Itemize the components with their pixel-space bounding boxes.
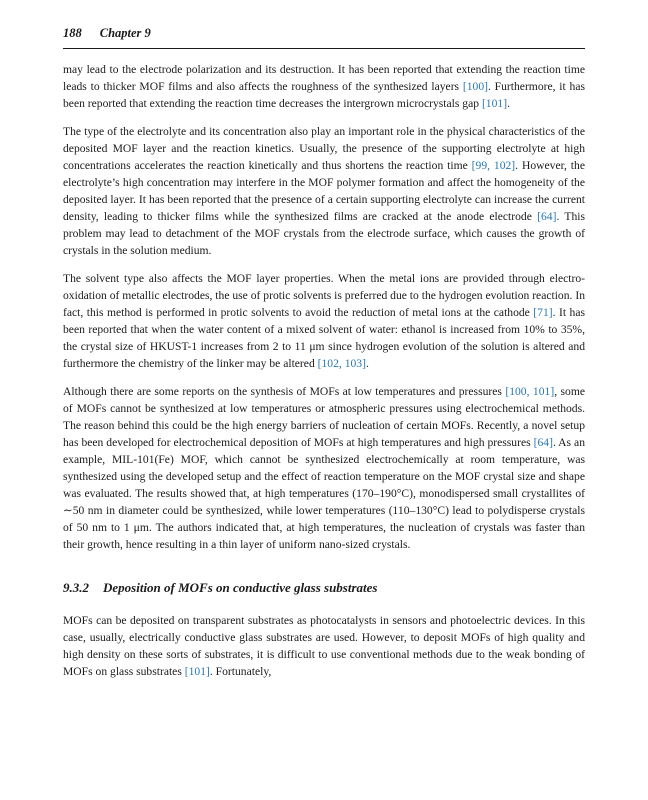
text-run: The type of the electrolyte and its concentration also play an important role in the physical characteristics of the deposited MOF layer and the reaction kinetics. Usually, the presence of the supporting electrolyte at high concentrations accelerates the reaction kinetically and thus shortens the reaction time [63, 125, 585, 172]
text-run: may lead to the electrode polarization and its destruction. It has been reported that extending the reaction time leads to thicker MOF films and also affects the roughness of the synthesized layers [63, 63, 585, 93]
text-run: . [507, 97, 510, 110]
citation-link[interactable]: [64] [537, 210, 557, 223]
citation-link[interactable]: [64] [533, 436, 553, 449]
text-run: Although there are some reports on the synthesis of MOFs at low temperatures and pressures [63, 385, 506, 398]
citation-link[interactable]: [102, 103] [317, 357, 366, 370]
citation-link[interactable]: [101] [481, 97, 508, 110]
section-number: 9.3.2 [63, 580, 89, 595]
chapter-title: Chapter 9 [99, 26, 151, 40]
paragraph [63, 270, 585, 372]
text-run: . Furthermore, it has been reported that extending the reaction time decreases the intergrown microcrystals gap [63, 80, 585, 110]
paragraph [63, 383, 585, 553]
text-run: . However, the electrolyte’s high concentration may interfere in the MOF polymer formation and affect the homogeneity of the deposited layer. It has been reported that the presence of a certain supporting electrolyte can increase the current density, leading to thicker films while the synthesized films are cracked at the anode electrode [63, 159, 585, 223]
page-content [63, 49, 585, 680]
text-run: MOFs can be deposited on transparent substrates as photocatalysts in sensors and photoelectric devices. In this case, usually, electrically conductive glass substrates are used. However, to deposit MOFs of high quality and high density on these sorts of substrates, it is difficult to use conventional methods due to the weak bonding of MOFs on glass substrates [63, 614, 585, 678]
running-head [63, 26, 585, 49]
paragraph [63, 123, 585, 259]
text-run: , some of MOFs cannot be synthesized at low temperatures or atmospheric pressures using electrochemical methods. The reason behind this could be the high energy barriers of nucleation of certain MOFs. Recently, a novel setup has been developed for electrochemical deposition of MOFs at high temperatures and high pressures [63, 385, 585, 449]
text-run: . [365, 357, 369, 370]
text-run: . This problem may lead to detachment of the MOF crystals from the electrode surface, which causes the growth of crystals in the solution medium. [63, 210, 585, 257]
section-title: Deposition of MOFs on conductive glass substrates [103, 580, 378, 595]
text-run: The solvent type also affects the MOF layer properties. When the metal ions are provided through electro-oxidation of metallic electrodes, the use of protic solvents is preferred due to the hydrogen evolution reaction. In fact, this method is performed in protic solvents to avoid the reduction of metal ions at the cathode [63, 272, 585, 319]
citation-link[interactable]: [99, 102] [471, 159, 516, 172]
citation-link[interactable]: [101] [184, 665, 210, 678]
citation-link[interactable]: [71] [533, 306, 553, 319]
citation-link[interactable]: [100, 101] [505, 385, 555, 398]
paragraph [63, 61, 585, 112]
citation-link[interactable]: [100] [462, 80, 488, 93]
paragraph [63, 612, 585, 680]
text-run: . Fortunately, [209, 665, 272, 678]
text-run: . As an example, MIL-101(Fe) MOF, which cannot be synthesized electrochemically at room temperature, was synthesized using the developed setup and the effect of reaction temperature on the MOF crystal size and shape was evaluated. The results showed that, at high temperatures (170–190°C), monodispersed small crystallites of ∼50 nm in diameter could be synthesized, while lower temperatures (110–130°C) lead to polydisperse crystals of 50 nm to 1 μm. The authors indicated that, at high temperatures, the nucleation of crystals was faster than their growth, hence resulting in a thin layer of uniform nano-sized crystals. [63, 436, 585, 551]
text-run: . It has been reported that when the water content of a mixed solvent of water: ethanol is increased from 10% to 35%, the crystal size of HKUST-1 increases from 2 to 11 μm since hydrogen evolution of the solution is altered and furthermore the chemistry of the linker may be altered [63, 306, 585, 370]
section-heading [63, 580, 585, 596]
page-number: 188 [63, 26, 82, 40]
